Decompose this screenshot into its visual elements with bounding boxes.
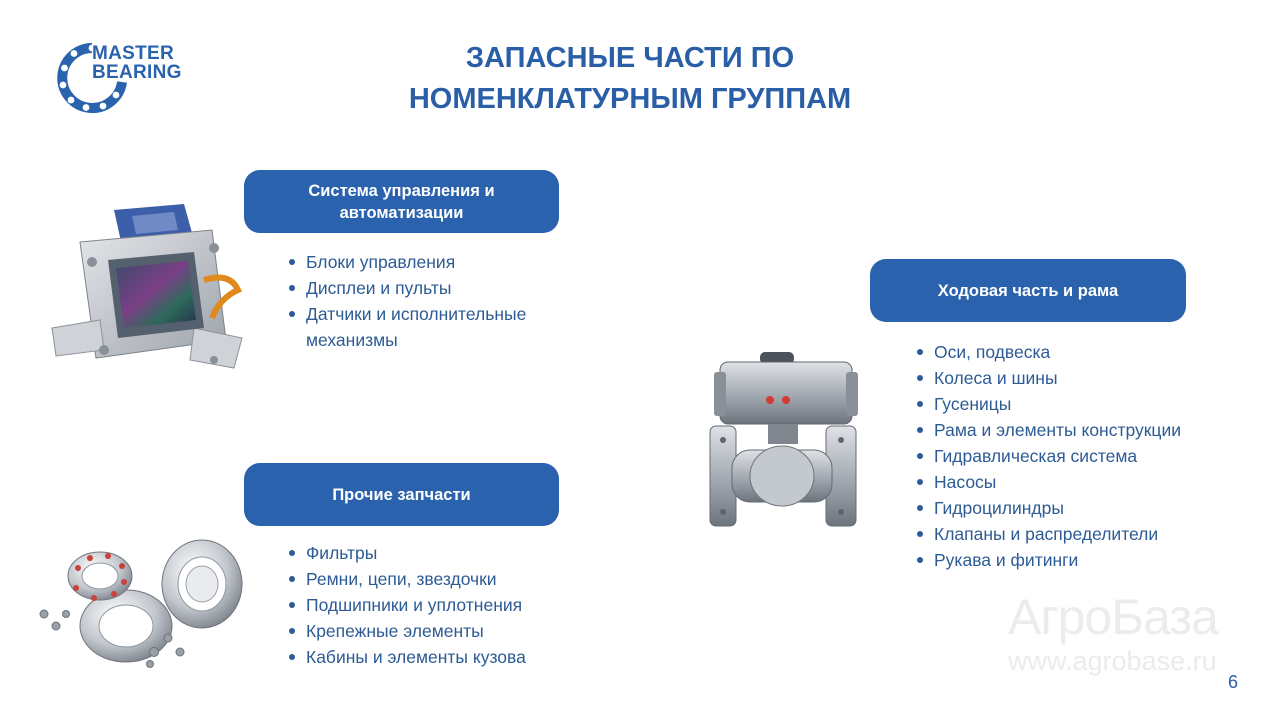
list-item: Оси, подвеска <box>914 339 1244 365</box>
list-item: Гидравлическая система <box>914 443 1244 469</box>
page-number: 6 <box>1228 672 1239 692</box>
list-item: Рукава и фитинги <box>914 547 1244 573</box>
logo-line-2: BEARING <box>92 62 182 83</box>
list-item: Крепежные элементы <box>286 618 586 644</box>
chassis-frame-heading <box>870 259 1186 322</box>
list-item: Гидроцилиндры <box>914 495 1244 521</box>
bearings-image <box>30 534 244 674</box>
logo-line-1: MASTER <box>92 43 175 64</box>
control-heading-line-1: Система управления и <box>308 181 495 200</box>
list-item: Подшипники и уплотнения <box>286 592 586 618</box>
other-parts-heading <box>244 463 559 526</box>
page-title <box>290 38 970 120</box>
list-item: Гусеницы <box>914 391 1244 417</box>
list-item: Датчики и исполнительные механизмы <box>286 301 586 353</box>
other-heading-label: Прочие запчасти <box>332 485 471 504</box>
list-item: Колеса и шины <box>914 365 1244 391</box>
master-bearing-logo <box>56 42 206 114</box>
watermark-url: www.agrobase.ru <box>1008 646 1217 676</box>
control-systems-heading <box>244 170 559 233</box>
other-parts-list <box>286 540 586 670</box>
title-line-2: НОМЕНКЛАТУРНЫМ ГРУППАМ <box>408 83 852 115</box>
list-item: Кабины и элементы кузова <box>286 644 586 670</box>
ball-valve-image <box>706 350 860 530</box>
watermark-name: АгроБаза <box>1008 589 1218 645</box>
control-systems-list <box>286 249 586 353</box>
list-item: Дисплеи и пульты <box>286 275 586 301</box>
sensor-module-image <box>44 200 244 380</box>
chassis-heading-label: Ходовая часть и рама <box>937 281 1119 300</box>
list-item: Фильтры <box>286 540 586 566</box>
logo-wordmark <box>92 44 182 82</box>
list-item: Ремни, цепи, звездочки <box>286 566 586 592</box>
list-item: Рама и элементы конструкции <box>914 417 1244 443</box>
title-line-1: ЗАПАСНЫЕ ЧАСТИ ПО <box>465 42 795 74</box>
chassis-frame-list <box>914 339 1244 573</box>
list-item: Блоки управления <box>286 249 586 275</box>
control-heading-line-2: автоматизации <box>339 203 464 222</box>
list-item: Клапаны и распределители <box>914 521 1244 547</box>
list-item: Насосы <box>914 469 1244 495</box>
